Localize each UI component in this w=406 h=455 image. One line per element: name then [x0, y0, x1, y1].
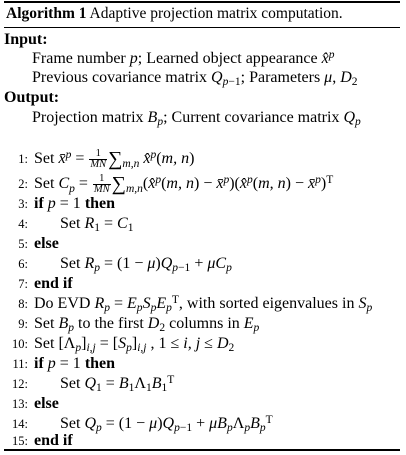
step-number: 12: — [12, 377, 28, 391]
step-number: 15: — [12, 434, 28, 448]
step-number: 11: — [12, 357, 28, 371]
algorithm-label: Algorithm 1 — [6, 5, 87, 22]
step-number: 1: — [18, 152, 28, 166]
bottom-rule — [4, 449, 400, 451]
top-rule — [4, 1, 400, 3]
output-label: Output: — [4, 89, 60, 106]
algorithm-caption — [6, 5, 343, 23]
step-number: 3: — [18, 197, 28, 211]
step-number: 13: — [12, 397, 28, 411]
step-number: 4: — [18, 217, 28, 231]
step-number: 7: — [18, 277, 28, 291]
step-number: 5: — [18, 237, 28, 251]
output-line-1: Projection matrix $B_p$; Current covariance matrix $Q_p$ — [32, 109, 361, 129]
caption-rule — [4, 27, 400, 28]
step-number: 9: — [18, 317, 28, 331]
step-number: 8: — [18, 297, 28, 311]
input-line-1: Frame number p; Learned object appearance x̂$^p$ — [32, 48, 335, 67]
step-number: 2: — [18, 177, 28, 191]
step-number: 14: — [12, 417, 28, 431]
step-number: 10: — [12, 337, 28, 351]
input-line-2: Previous covariance matrix $Q_{p-1}$; Parameters μ, $D_2$ — [32, 69, 358, 89]
input-label: Input: — [4, 31, 48, 48]
algorithm-box: Algorithm 1 Adaptive projection matrix computation. Input: Frame number p; Learned object appearance x̂$^p$ Previous covariance matrix $Q_{p-1}$; Parameters μ, $D_2$ Output: Projection matrix $B_p$; Current covariance matrix $Q_p$ 1: Set x̄$^p$ = $\frac{1}{MN}$ $\sum_{m,n}$ x̂$^p$(m, n) 2: Set $C_p$ = $\frac{1}{MN}$ $\sum_{m,n}(x̂^p(m$, n) − x̄$^p$)(x̂$^p$(m, n) − x̄$^p$)$^T$ 3: if p = 1 then 4: Set $R_1 = C_1$ 5: else 6: Set $R_p = (1 - \mu)Q_{p-1} + \mu C_p$ 7: end if 8: Do EVD $R_p = E_pS_pE_p^T$, with sorted eigenvalues in $S_p$ 9: Set $B_p$ to the first $D_2$ columns in $E_p$ 10: Set $[\Lambda_p]_{i,j} = [S_p]_{i,j}$ , 1 ≤ i, $j \le D_2$ 11: if p = 1 then 12: Set $Q_1 = B_1\Lambda_1B_1^T$ 13: else 14: Set $Q_p = (1 - \mu)Q_{p-1} + \mu B_p\Lambda_pB_p^T$ 15: end if — [4, 1, 400, 451]
algorithm-title: Adaptive projection matrix computation. — [89, 5, 343, 22]
step-number: 6: — [18, 257, 28, 271]
step-1: 1: Set x̄$^p$ = $\frac{1}{MN}$ $\sum_{m,n}$ x̂$^p$(m, n) — [4, 149, 400, 169]
step-2: 2: Set $C_p$ = $\frac{1}{MN}$ $\sum_{m,n}(x̂^p(m$, n) − x̄$^p$)(x̂$^p$(m, n) − x̄$^p$)$^T$ — [4, 174, 400, 194]
